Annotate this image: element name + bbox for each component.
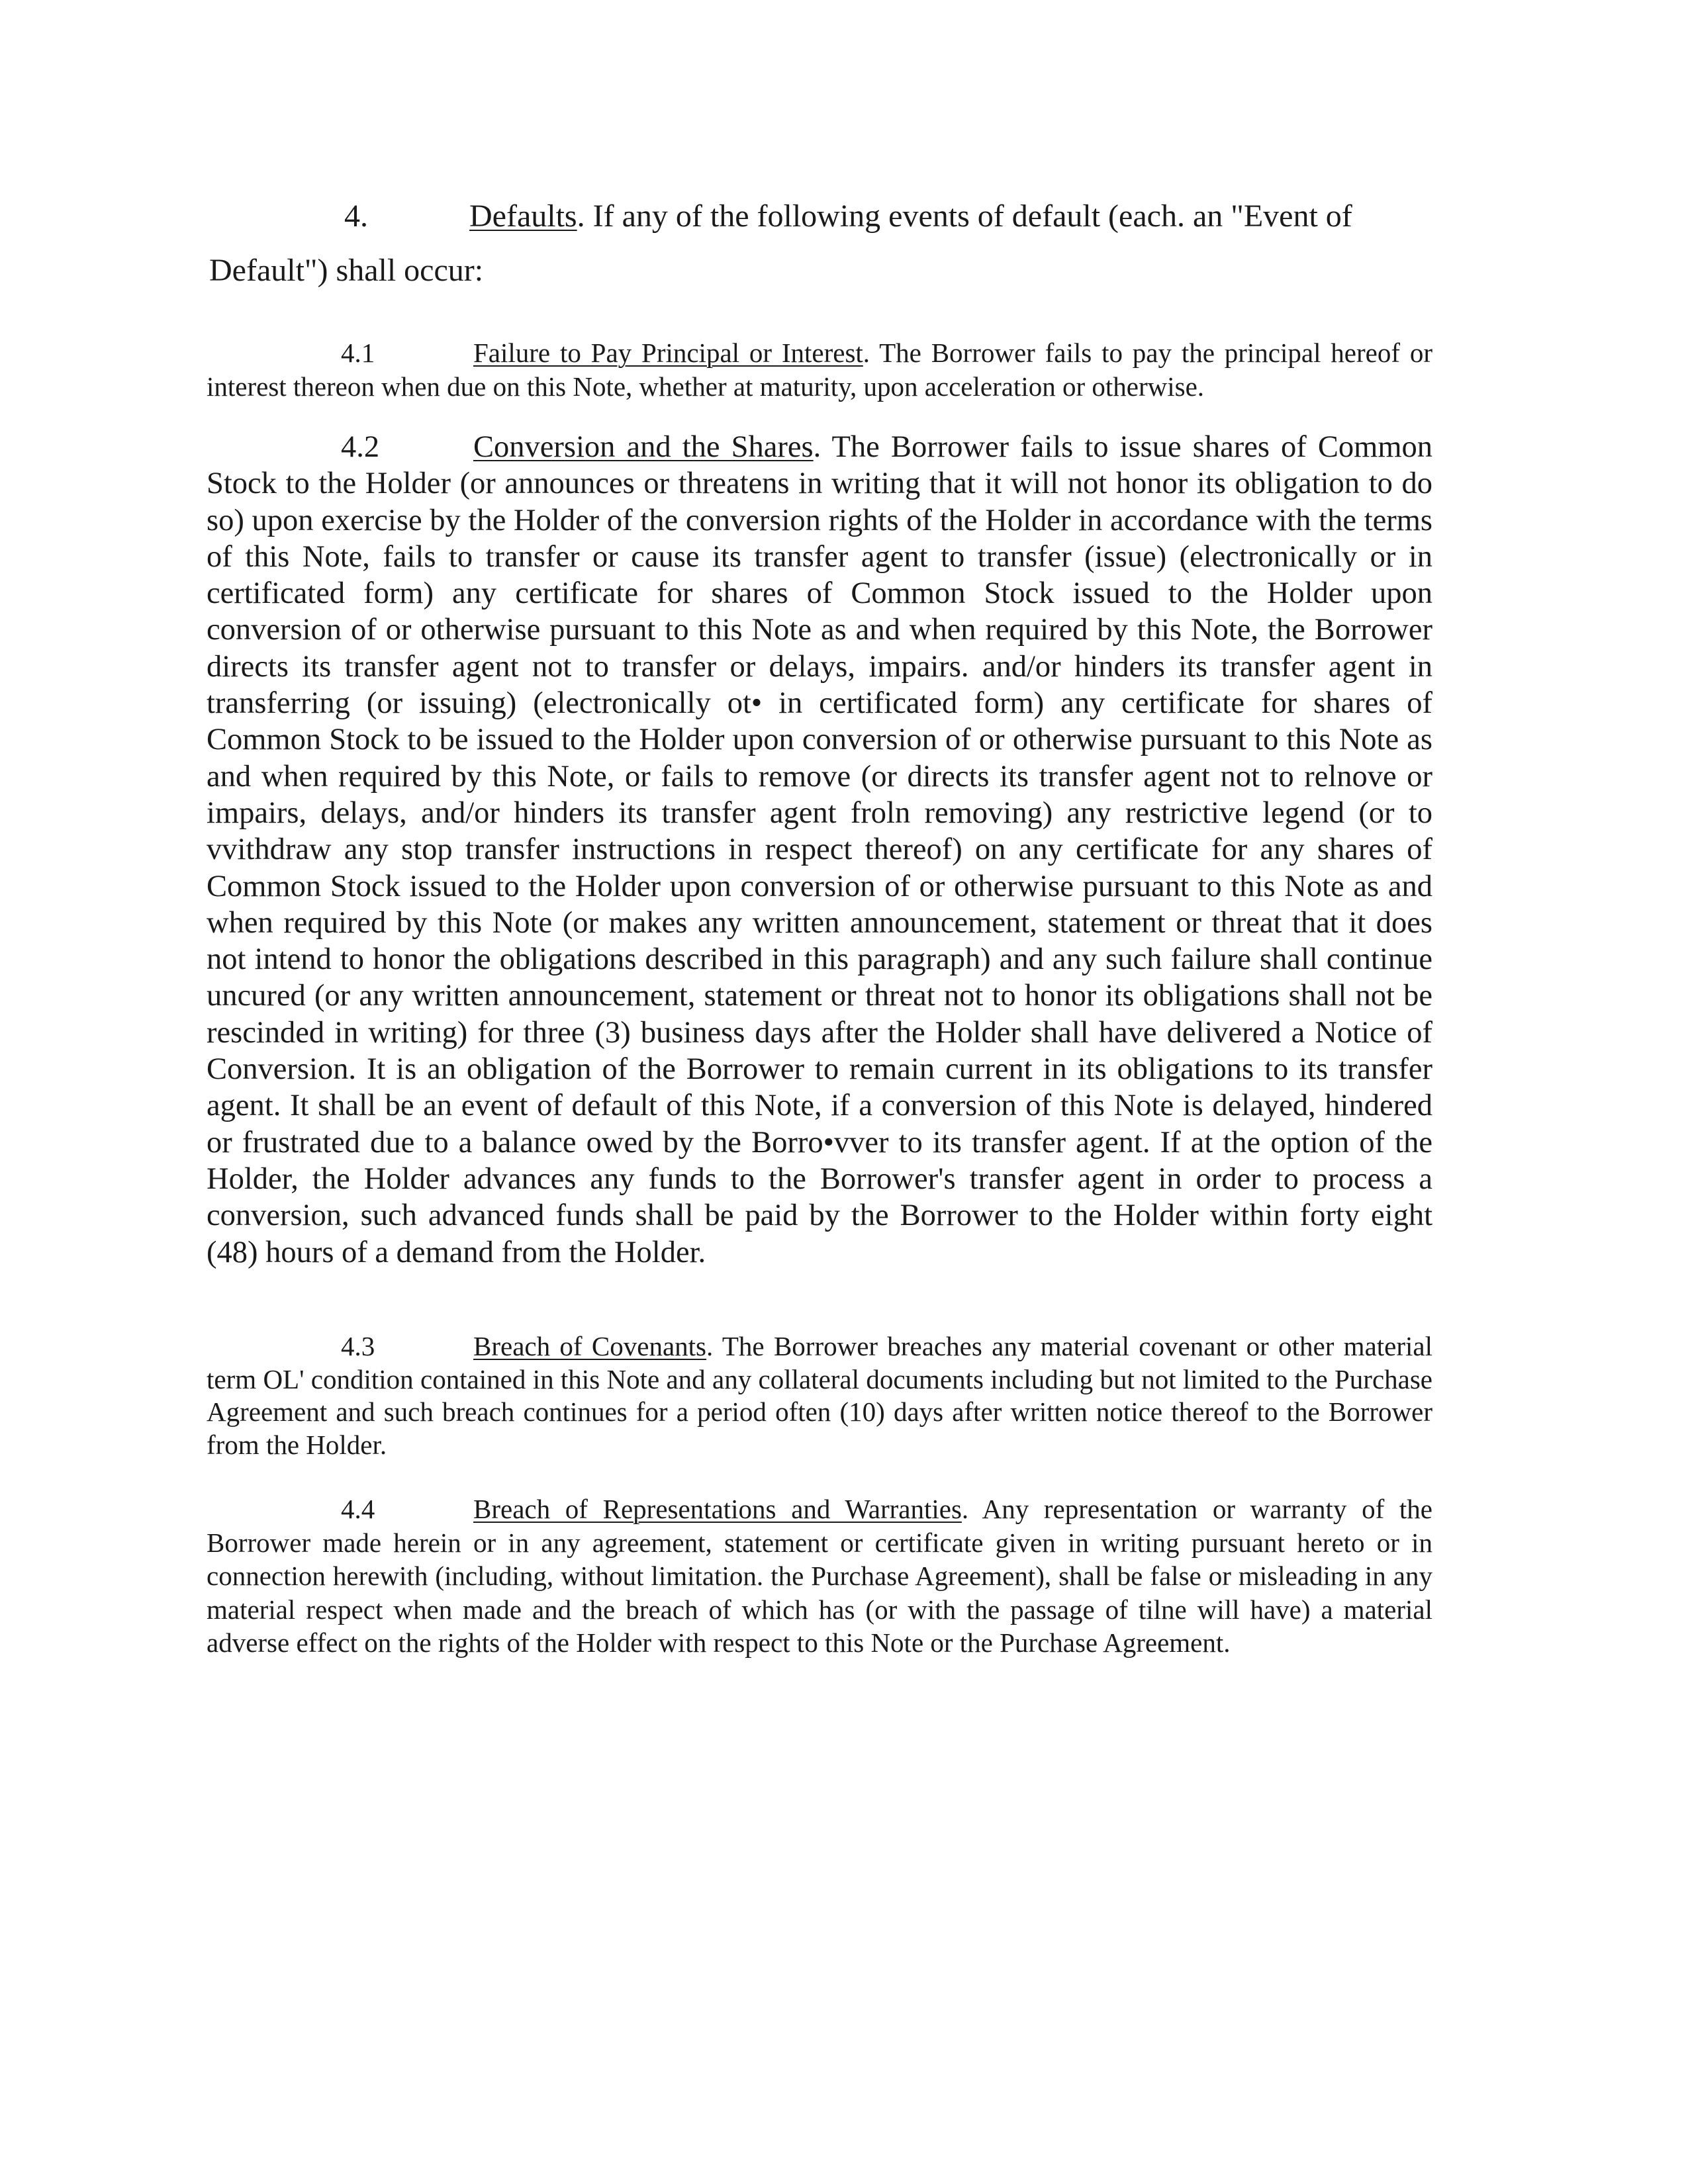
subsection-4-4	[207, 1492, 1432, 1660]
subsection-text: . The Borrower breaches any material covenant or other material term OL' condition contained in this Note and any collateral documents including but not limited to the Purchase Agreement and such breach continues for a period often (10) days after written notice thereof to the Borrower from the Holder.	[207, 1331, 1432, 1460]
subsection-title: Conversion and the Shares	[473, 430, 814, 464]
subsection-title: Failure to Pay Principal or Interest	[473, 338, 863, 368]
section-intro: . If any of the following events of default (each. an "Event of	[577, 199, 1352, 234]
subsection-text: . Any representation or warranty of the Borrower made herein or in any agreement, statement or certificate given in writing pursuant hereto or in connection herewith (including, without limitation. the Purchase Agreement), shall be false or misleading in any material respect when made and the breach of which has (or with the passage of tilne will have) a material adverse effect on the rights of the Holder with respect to this Note or the Purchase Agreement.	[207, 1494, 1433, 1658]
section-title: Defaults	[469, 199, 577, 234]
subsection-4-1	[207, 336, 1432, 404]
section-heading-line	[209, 189, 1414, 244]
subsection-4-3	[207, 1330, 1432, 1461]
subsection-text: . The Borrower fails to pay the principal hereof or interest thereon when due on this Note, whether at maturity, upon acceleration or otherwise.	[207, 338, 1432, 402]
subsection-number: 4.2	[341, 430, 380, 464]
subsection-text: . The Borrower fails to issue shares of Common Stock to the Holder (or announces or threatens in writing that it will not honor its obligation to do so) upon exercise by the Holder of the conversion rights of the Holder in accordance with the terms of this Note, fails to transfer or cause its transfer agent to transfer (issue) (electronically or in certificated form) any certificate for shares of Common Stock issued to the Holder upon conversion of or otherwise pursuant to this Note as and when required by this Note, the Borrower directs its transfer agent not to transfer or delays, impairs. and/or hinders its transfer agent in transferring (or issuing) (electronically ot• in certificated form) any certificate for shares of Common Stock to be issued to the Holder upon conversion of or otherwise pursuant to this Note as and when required by this Note, or fails to remove (or directs its transfer agent not to relnove or impairs, delays, and/or hinders its transfer agent froln removing) any restrictive legend (or to vvithdraw any stop transfer instructions in respect thereof) on any certificate for any shares of Common Stock issued to the Holder upon conversion of or otherwise pursuant to this Note as and when required by this Note (or makes any written announcement, statement or threat that it does not intend to honor the obligations described in this paragraph) and any such failure shall continue uncured (or any written announcement, statement or threat not to honor its obligations shall not be rescinded in writing) for three (3) business days after the Holder shall have delivered a Notice of Conversion. It is an obligation of the Borrower to remain current in its obligations to its transfer agent. It shall be an event of default of this Note, if a conversion of this Note is delayed, hindered or frustrated due to a balance owed by the Borro•vver to its transfer agent. If at the option of the Holder, the Holder advances any funds to the Borrower's transfer agent in order to process a conversion, such advanced funds shall be paid by the Borrower to the Holder within forty eight (48) hours of a demand from the Holder.	[207, 430, 1432, 1269]
subsection-number: 4.4	[341, 1494, 375, 1524]
subsection-number: 4.1	[341, 338, 375, 368]
section-number: 4.	[344, 199, 368, 234]
subsection-title: Breach of Covenants	[473, 1331, 707, 1361]
subsection-title: Breach of Representations and Warranties	[473, 1494, 962, 1524]
subsection-4-2	[207, 429, 1432, 1271]
subsection-number: 4.3	[341, 1331, 375, 1361]
section-intro-continued: Default") shall occur:	[209, 253, 484, 288]
section-heading	[209, 189, 1414, 298]
